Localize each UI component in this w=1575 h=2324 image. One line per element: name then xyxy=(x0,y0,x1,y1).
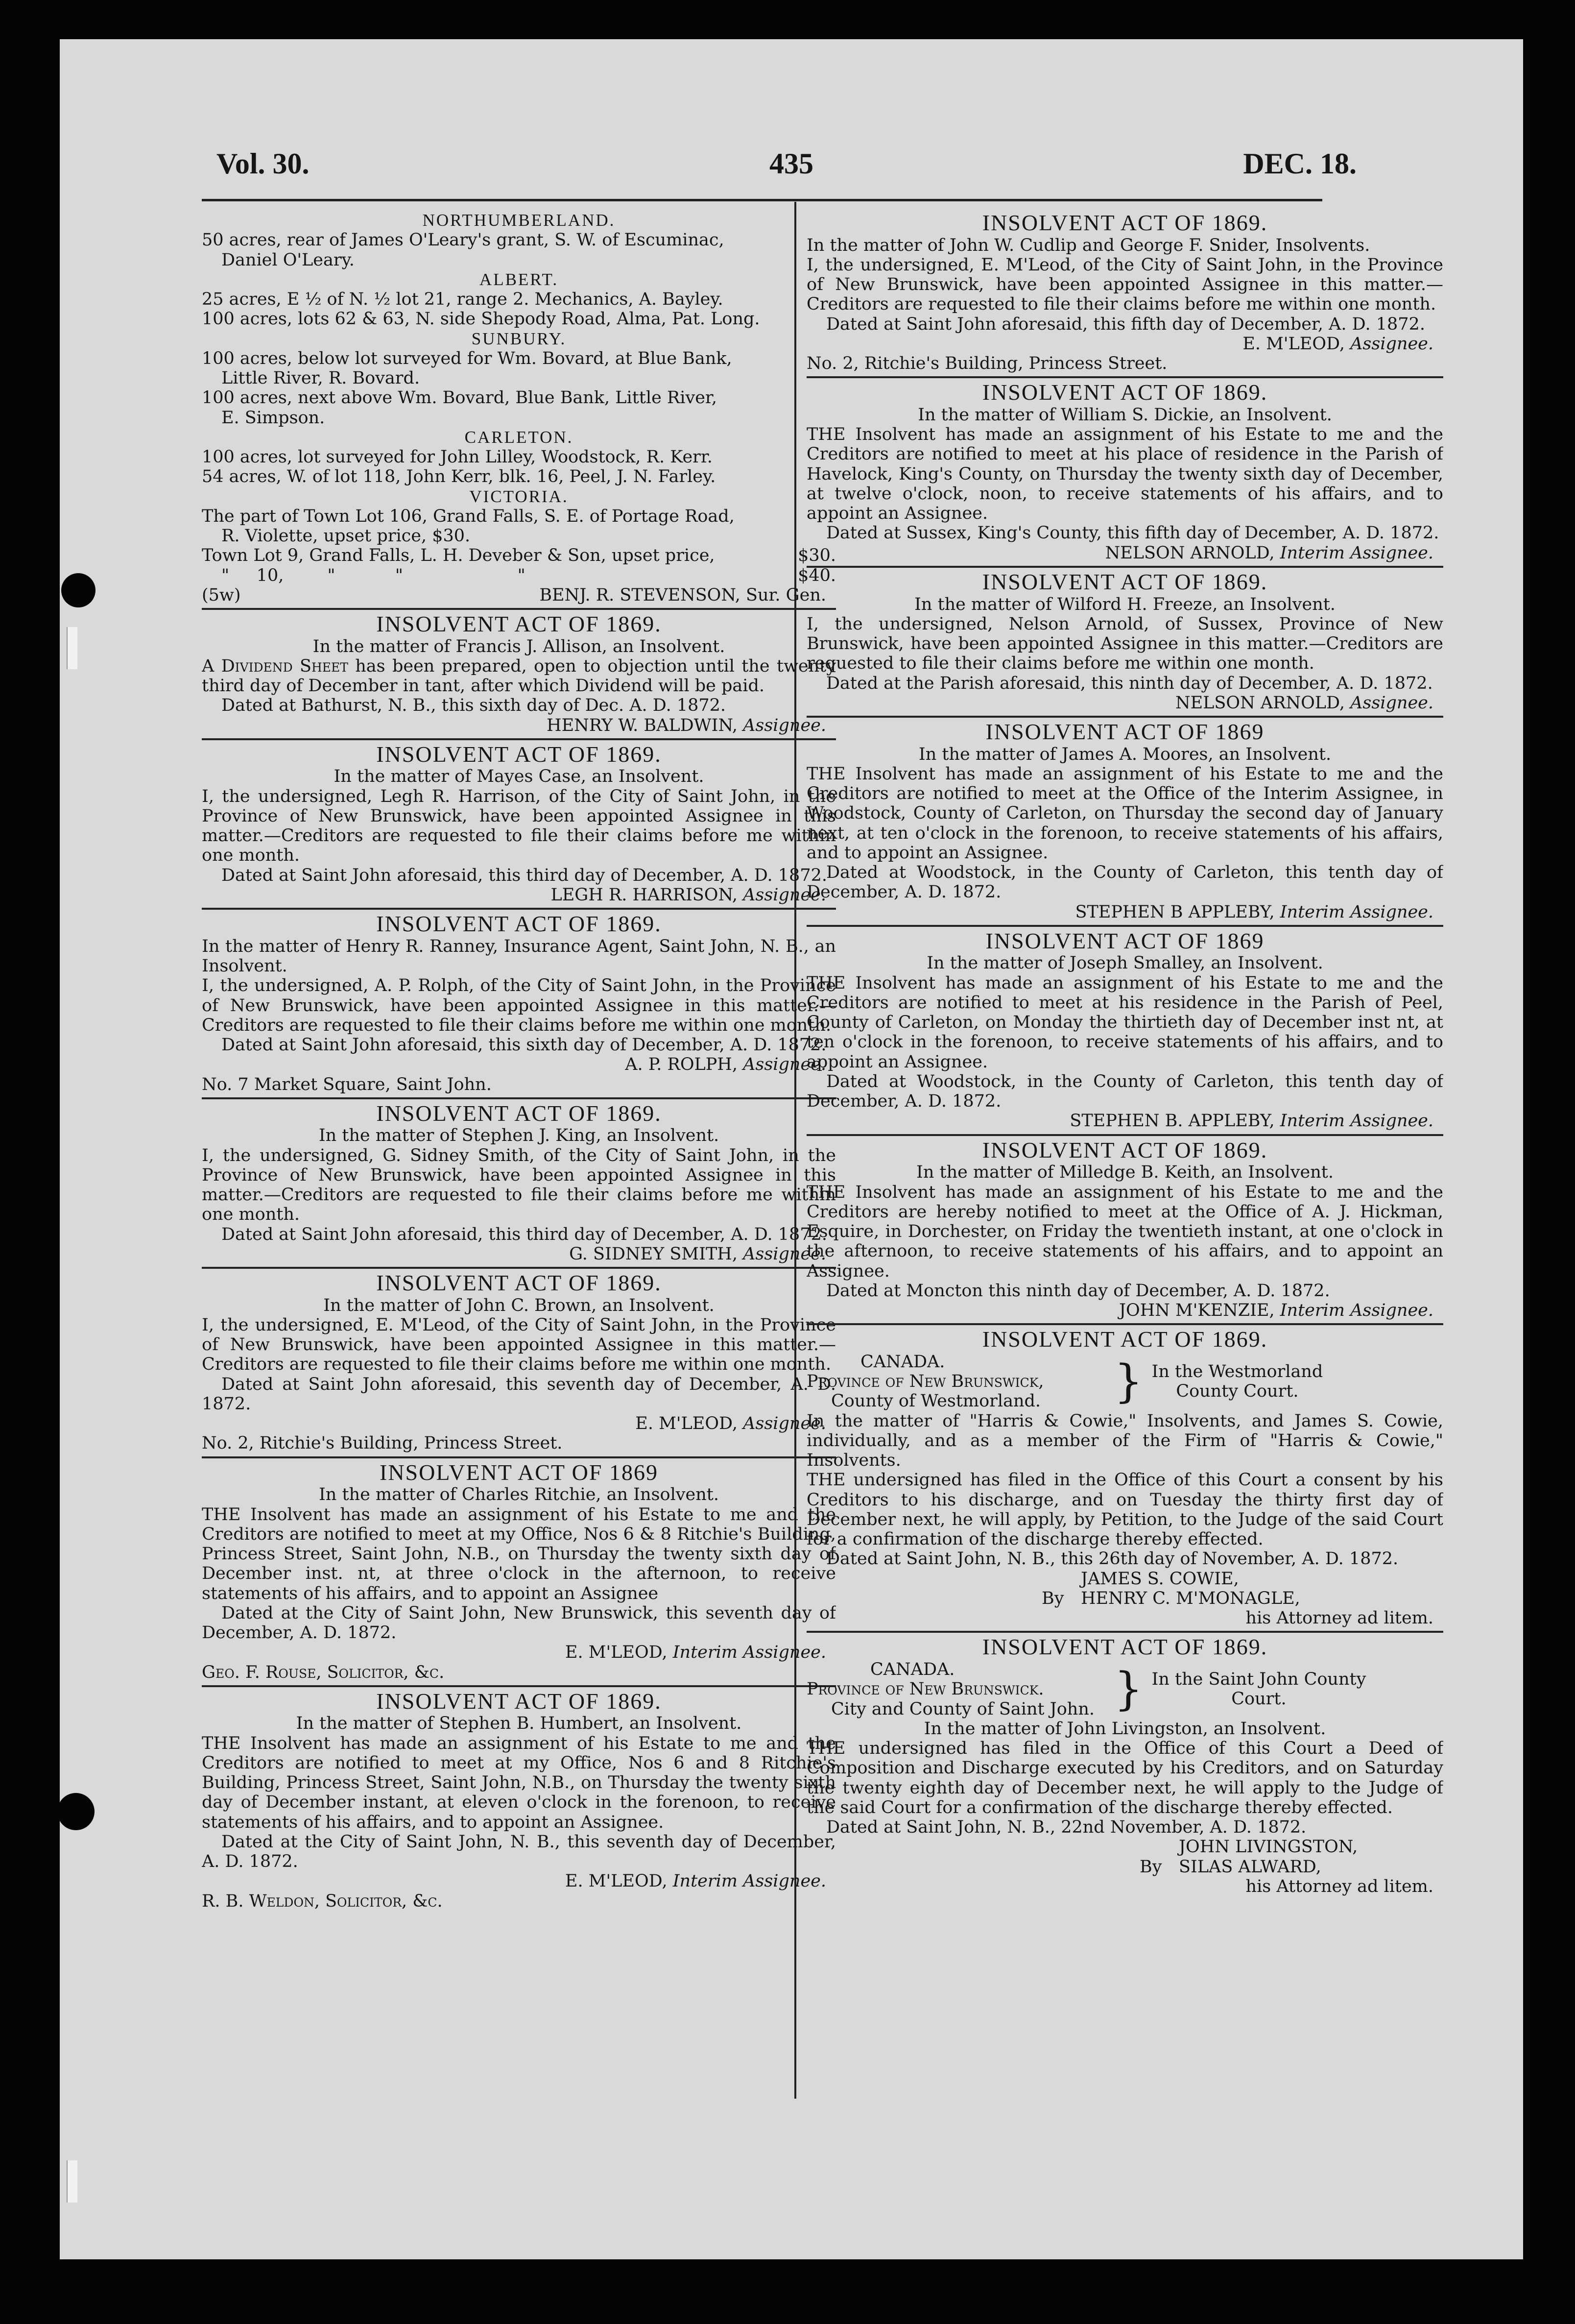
notice-body: I, the undersigned, Legh R. Harrison, of the City of Saint John, in the Province of New Brunswick, have been appointed Assignee in this matter.—Creditors are requested to file their claims before me within one month. xyxy=(202,786,836,866)
court-name xyxy=(1152,1362,1323,1402)
notice-rule xyxy=(202,1456,836,1458)
notice-signature xyxy=(202,1055,836,1074)
notice-dated: Dated at Woodstock, in the County of Carleton, this tenth day of December, A. D. 1872. xyxy=(807,863,1443,902)
signer: STEPHEN B. APPLEBY, xyxy=(1070,1111,1275,1131)
attorney: HENRY C. M'MONAGLE, xyxy=(1081,1588,1300,1608)
notice-address: No. 2, Ritchie's Building, Princess Street. xyxy=(807,354,1168,374)
signer-role: Interim Assignee. xyxy=(1280,1111,1433,1131)
attorney-line: By HENRY C. M'MONAGLE, xyxy=(1042,1588,1300,1608)
notice-rule xyxy=(807,1631,1443,1633)
edge-tab-mark xyxy=(67,2160,77,2203)
land-entry: E. Simpson. xyxy=(221,408,325,428)
signer: HENRY W. BALDWIN, xyxy=(547,715,738,735)
jurisdiction-left xyxy=(807,1352,1105,1411)
notice-signature xyxy=(202,1643,836,1662)
notice-signature xyxy=(202,1871,836,1891)
notice-matter: In the matter of Milledge B. Keith, an Insolvent. xyxy=(916,1162,1334,1183)
notice-matter: In the matter of "Harris & Cowie," Insolvents, and James S. Cowie, individually, and as a member of the Firm of "Harris & Cowie," Insolvents. xyxy=(807,1411,1443,1471)
signature-row xyxy=(202,585,836,605)
land-entry: 100 acres, below lot surveyed for Wm. Bovard, at Blue Bank, xyxy=(202,348,732,368)
country: CANADA. xyxy=(860,1352,945,1372)
notice-title: INSOLVENT ACT OF 1869. xyxy=(982,1634,1268,1660)
insolvency-notice-ritchie xyxy=(202,1460,836,1682)
signer-role: Interim Assignee. xyxy=(1280,1301,1433,1321)
court-line: County Court. xyxy=(1176,1381,1299,1402)
volume-label: Vol. 30. xyxy=(216,147,310,180)
notice-dated: Dated at Saint John aforesaid, this seventh day of December, A. D. 1872. xyxy=(202,1374,836,1414)
insolvency-notice-king xyxy=(202,1101,836,1264)
attorney-line: By SILAS ALWARD, xyxy=(1140,1857,1321,1877)
insolvency-notice-case xyxy=(202,742,836,905)
insolvency-notice-cowie xyxy=(807,1327,1443,1628)
jurisdiction-block xyxy=(807,1660,1443,1719)
notice-address: No. 7 Market Square, Saint John. xyxy=(202,1074,492,1094)
signer: E. M'LEOD, xyxy=(565,1871,668,1891)
land-entry-row xyxy=(202,566,836,585)
insolvency-notice-cudlip xyxy=(807,211,1443,373)
insolvency-notice-dickie xyxy=(807,380,1443,563)
signer: G. SIDNEY SMITH, xyxy=(569,1244,738,1264)
crown-lands-list xyxy=(202,211,836,605)
signer-role: Assignee. xyxy=(1350,693,1433,713)
notice-rule xyxy=(202,908,836,910)
upset-price: $40. xyxy=(798,565,836,585)
court-line: In the Saint John County xyxy=(1151,1670,1366,1690)
notice-signature xyxy=(807,902,1443,922)
notice-dated: Dated at Saint John, N. B., this 26th day of November, A. D. 1872. xyxy=(826,1549,1399,1569)
signer: NELSON ARNOLD, xyxy=(1175,693,1345,713)
notice-rule xyxy=(807,925,1443,927)
notice-title: INSOLVENT ACT OF 1869. xyxy=(376,741,662,767)
notice-title: INSOLVENT ACT OF 1869 xyxy=(985,719,1265,745)
notice-dated: Dated at the Parish aforesaid, this ninth day of December, A. D. 1872. xyxy=(826,673,1433,693)
notice-title: INSOLVENT ACT OF 1869 xyxy=(380,1459,658,1485)
notice-matter: In the matter of Henry R. Ranney, Insurance Agent, Saint John, N. B., an Insolvent. xyxy=(202,936,836,976)
signer: LEGH R. HARRISON, xyxy=(550,885,738,905)
signer-role: Interim Assignee. xyxy=(1280,902,1433,922)
notice-solicitor: R. B. Weldon, Solicitor, &c. xyxy=(202,1891,443,1911)
province: Province of New Brunswick. xyxy=(807,1679,1044,1699)
insolvency-notice-allison xyxy=(202,612,836,735)
notice-title: INSOLVENT ACT OF 1869. xyxy=(982,569,1268,594)
insolvency-notice-moores xyxy=(807,720,1443,922)
notice-dated: Dated at Saint John aforesaid, this third day of December, A. D. 1872. xyxy=(221,865,827,885)
notice-body: THE Insolvent has made an assignment of his Estate to me and the Creditors are notified to meet at my Office, Nos 6 and 8 Ritchie's Building, Princess Street, Saint John, N.B., on Thursday the twenty sixth day of December instant, at eleven o'clock in the forenoon, to receive statements of his affairs, and to appoint an Assignee. xyxy=(202,1733,836,1832)
upset-price: $30. xyxy=(798,546,836,566)
notice-title: INSOLVENT ACT OF 1869. xyxy=(982,1327,1268,1352)
insolvency-notice-freeze xyxy=(807,570,1443,713)
insolvency-notice-humbert xyxy=(202,1689,836,1911)
notice-title: INSOLVENT ACT OF 1869. xyxy=(376,911,662,937)
signer: E. M'LEOD, xyxy=(635,1414,738,1434)
land-entry: The part of Town Lot 106, Grand Falls, S. E. of Portage Road, xyxy=(202,506,735,526)
binding-hole-bottom xyxy=(60,1793,95,1830)
notice-dated: Dated at Woodstock, in the County of Carleton, this tenth day of December, A. D. 1872. xyxy=(807,1071,1443,1112)
notice-title: INSOLVENT ACT OF 1869. xyxy=(376,1688,662,1714)
jurisdiction-left xyxy=(807,1660,1105,1719)
notice-rule xyxy=(202,1267,836,1269)
notice-matter: In the matter of James A. Moores, an Insolvent. xyxy=(918,744,1332,764)
notice-title: INSOLVENT ACT OF 1869. xyxy=(376,1270,662,1296)
gazette-page xyxy=(60,39,1523,2259)
notice-signature xyxy=(807,693,1443,713)
notice-dated: Dated at Saint John aforesaid, this third day of December, A. D. 1872. xyxy=(221,1224,827,1244)
signer-role: Assignee. xyxy=(743,1414,826,1434)
attorney-role: his Attorney ad litem. xyxy=(1245,1608,1433,1628)
signer-role: Assignee. xyxy=(1350,334,1433,354)
insertion-mark: (5w) xyxy=(202,585,241,605)
signer: JOHN LIVINGSTON, xyxy=(1179,1837,1358,1857)
notice-signature xyxy=(202,1414,836,1433)
notice-body: THE undersigned has filed in the Office of this Court a consent by his Creditors to his discharge, and on Tuesday the thirty first day of December next, he will apply, by Petition, to the Judge of the said Court for a confirmation of the discharge thereby effected. xyxy=(807,1470,1443,1549)
signer: NELSON ARNOLD, xyxy=(1105,543,1275,563)
signer-role: Assignee. xyxy=(743,715,826,735)
county-heading: NORTHUMBERLAND. xyxy=(422,211,616,230)
notice-rule xyxy=(807,1323,1443,1325)
notice-title: INSOLVENT ACT OF 1869. xyxy=(982,211,1268,235)
header-rule xyxy=(202,199,1322,201)
notice-address: No. 2, Ritchie's Building, Princess Street. xyxy=(202,1433,563,1453)
signer-role: Assignee. xyxy=(743,885,826,905)
signer-role: Assignee. xyxy=(743,1055,826,1075)
signer: A. P. ROLPH, xyxy=(625,1055,738,1075)
notice-matter: In the matter of Joseph Smalley, an Insolvent. xyxy=(927,953,1323,973)
signer-role: Interim Assignee. xyxy=(672,1643,826,1663)
notice-matter: In the matter of Mayes Case, an Insolvent. xyxy=(334,767,704,787)
page-number: 435 xyxy=(769,147,813,180)
attorney-role: his Attorney ad litem. xyxy=(1245,1876,1433,1896)
notice-matter: In the matter of John Livingston, an Insolvent. xyxy=(924,1719,1326,1739)
notice-rule xyxy=(807,1134,1443,1136)
signer: E. M'LEOD, xyxy=(1242,334,1345,354)
attorney: SILAS ALWARD, xyxy=(1179,1857,1321,1877)
land-entry: 100 acres, lot surveyed for John Lilley, Woodstock, R. Kerr. xyxy=(202,447,713,467)
page-header xyxy=(60,147,1523,201)
notice-solicitor: Geo. F. Rouse, Solicitor, &c. xyxy=(202,1662,445,1682)
land-entry-row xyxy=(202,546,836,565)
left-column xyxy=(202,211,836,1911)
binding-hole-top xyxy=(61,573,95,607)
signer: E. M'LEOD, xyxy=(565,1643,668,1663)
notice-rule xyxy=(202,608,836,610)
notice-signature xyxy=(807,1111,1443,1131)
notice-body: I, the undersigned, A. P. Rolph, of the City of Saint John, in the Province of New Brunswick, have been appointed Assignee in this matter.—Creditors are requested to file their claims before me within one month. xyxy=(202,976,836,1035)
notice-dated: Dated at Sussex, King's County, this fifth day of December, A. D. 1872. xyxy=(826,523,1439,543)
notice-body: THE Insolvent has made an assignment of his Estate to me and the Creditors are notified to meet at my Office, Nos 6 & 8 Ritchie's Building, Princess Street, Saint John, N.B., on Thursday the twenty sixth day of December inst. nt, at three o'clock in the afternoon, to receive statements of his affairs, and to appoint an Assignee xyxy=(202,1504,836,1603)
notice-dated: Dated at Moncton this ninth day of December, A. D. 1872. xyxy=(826,1281,1330,1301)
country: CANADA. xyxy=(870,1660,955,1679)
county-heading: SUNBURY. xyxy=(471,329,567,348)
notice-body: I, the undersigned, Nelson Arnold, of Sussex, Province of New Brunswick, have been appointed Assignee in this matter.—Creditors are requested to file their claims before me within one month. xyxy=(807,614,1443,674)
land-entry: Little River, R. Bovard. xyxy=(221,368,420,388)
land-entry: Town Lot 9, Grand Falls, L. H. Deveber & Son, upset price, xyxy=(202,546,715,566)
county: City and County of Saint John. xyxy=(831,1699,1095,1719)
notice-rule xyxy=(807,716,1443,718)
right-column xyxy=(807,211,1443,1896)
notice-rule xyxy=(202,1685,836,1687)
notice-matter: In the matter of John W. Cudlip and George F. Snider, Insolvents. xyxy=(807,235,1370,255)
notice-title: INSOLVENT ACT OF 1869. xyxy=(982,380,1268,405)
notice-rule xyxy=(202,738,836,740)
insolvency-notice-livingston xyxy=(807,1635,1443,1896)
county-heading: CARLETON. xyxy=(464,427,573,447)
notice-title: INSOLVENT ACT OF 1869. xyxy=(982,1137,1268,1162)
signer-role: Assignee. xyxy=(743,1244,826,1264)
notice-title: INSOLVENT ACT OF 1869. xyxy=(376,1100,662,1126)
notice-dated: Dated at Bathurst, N. B., this sixth day of Dec. A. D. 1872. xyxy=(221,696,726,716)
notice-dated: Dated at Saint John aforesaid, this sixth day of December, A. D. 1872. xyxy=(221,1035,827,1055)
insolvency-notice-brown xyxy=(202,1271,836,1453)
court-name xyxy=(1152,1670,1366,1709)
notice-body: I, the undersigned, E. M'Leod, of the City of Saint John, in the Province of New Brunswick, have been appointed Assignee in this matter.—Creditors are requested to file their claims before me within one month. xyxy=(202,1315,836,1375)
land-entry: Daniel O'Leary. xyxy=(221,250,355,270)
notice-rule xyxy=(202,1097,836,1099)
county-heading: VICTORIA. xyxy=(469,486,569,506)
notice-body xyxy=(202,656,836,696)
notice-matter: In the matter of Charles Ritchie, an Insolvent. xyxy=(318,1485,719,1505)
notice-title: INSOLVENT ACT OF 1869 xyxy=(985,928,1265,953)
notice-body-lead: A Dividend Sheet xyxy=(202,656,348,676)
notice-signature xyxy=(202,1244,836,1264)
notice-dated: Dated at the City of Saint John, New Brunswick, this seventh day of December, A. D. 1872. xyxy=(202,1603,836,1643)
brace-symbol: } xyxy=(1114,1663,1143,1716)
county-heading: ALBERT. xyxy=(479,269,559,289)
notice-matter: In the matter of Francis J. Allison, an Insolvent. xyxy=(312,636,725,656)
signature: BENJ. R. STEVENSON, Sur. Gen. xyxy=(539,585,826,605)
notice-body: THE Insolvent has made an assignment of his Estate to me and the Creditors are notified to meet at his residence in the Parish of Peel, County of Carleton, on Monday the thirtieth day of December inst nt, at ten o'clock in the forenoon, to receive statements of his affairs, and to appoint an Assignee. xyxy=(807,973,1443,1072)
land-entry: 100 acres, next above Wm. Bovard, Blue Bank, Little River, xyxy=(202,388,717,408)
notice-matter: In the matter of Stephen B. Humbert, an Insolvent. xyxy=(296,1714,742,1734)
land-entry: 50 acres, rear of James O'Leary's grant, S. W. of Escuminac, xyxy=(202,230,724,250)
jurisdiction-block xyxy=(807,1352,1443,1411)
notice-body: THE Insolvent has made an assignment of his Estate to me and the Creditors are notified to meet at his place of residence in the Parish of Havelock, King's County, on Thursday the twenty sixth day of December, at twelve o'clock, noon, to receive statements of his affairs, and to appoint an Assignee. xyxy=(807,425,1443,524)
notice-body: THE Insolvent has made an assignment of his Estate to me and the Creditors are notified to meet at the Office of the Interim Assignee, in Woodstock, County of Carleton, on Thursday the second day of January next, at ten o'clock in the forenoon, to receive statements of his affairs, and to appoint an Assignee. xyxy=(807,764,1443,863)
land-entry: " 10, " " " xyxy=(221,565,525,585)
notice-dated: Dated at the City of Saint John, N. B., this seventh day of December, A. D. 1872. xyxy=(202,1832,836,1872)
insolvency-notice-keith xyxy=(807,1138,1443,1321)
notice-signature xyxy=(202,716,836,735)
insolvency-notice-smalley xyxy=(807,929,1443,1131)
land-entry: 100 acres, lots 62 & 63, N. side Shepody Road, Alma, Pat. Long. xyxy=(202,309,760,329)
notice-matter: In the matter of Wilford H. Freeze, an Insolvent. xyxy=(914,594,1336,614)
notice-rule xyxy=(807,566,1443,568)
signer-role: Interim Assignee. xyxy=(1280,543,1433,563)
notice-matter: In the matter of John C. Brown, an Insolvent. xyxy=(323,1295,715,1315)
brace-symbol: } xyxy=(1114,1355,1143,1408)
notice-dated: Dated at Saint John, N. B., 22nd November, A. D. 1872. xyxy=(826,1817,1307,1837)
issue-date: DEC. 18. xyxy=(1243,147,1357,180)
court-line: Court. xyxy=(1231,1689,1287,1709)
edge-tab-mark xyxy=(67,627,77,669)
land-entry: R. Violette, upset price, $30. xyxy=(221,526,471,546)
notice-dated: Dated at Saint John aforesaid, this fifth day of December, A. D. 1872. xyxy=(826,314,1425,334)
notice-rule xyxy=(807,376,1443,378)
notice-body: THE Insolvent has made an assignment of his Estate to me and the Creditors are hereby notified to meet at the Office of A. J. Hickman, Esquire, in Dorchester, on Friday the twentieth instant, at one o'clock in the afternoon, to receive statements of his affairs, and to appoint an Assignee. xyxy=(807,1182,1443,1281)
notice-signature xyxy=(202,885,836,905)
notice-matter: In the matter of William S. Dickie, an Insolvent. xyxy=(918,405,1332,425)
notice-body: THE undersigned has filed in the Office of this Court a Deed of Composition and Discharge executed by his Creditors, and on Saturday the twenty eighth day of December next, he will apply to the Judge of the said Court for a confirmation of the discharge thereby effected. xyxy=(807,1739,1443,1817)
notice-title: INSOLVENT ACT OF 1869. xyxy=(376,611,662,636)
province: Province of New Brunswick, xyxy=(807,1372,1044,1392)
court-line: In the Westmorland xyxy=(1151,1362,1323,1382)
insolvency-notice-ranney xyxy=(202,912,836,1094)
land-entry: 25 acres, E ½ of N. ½ lot 21, range 2. Mechanics, A. Bayley. xyxy=(202,290,723,309)
county: County of Westmorland. xyxy=(831,1391,1041,1411)
signer: JAMES S. COWIE, xyxy=(1081,1569,1239,1589)
signer-role: Interim Assignee. xyxy=(672,1871,826,1891)
notice-signature xyxy=(807,1301,1443,1320)
land-entry: 54 acres, W. of lot 118, John Kerr, blk. 16, Peel, J. N. Farley. xyxy=(202,467,716,487)
notice-body: I, the undersigned, E. M'Leod, of the City of Saint John, in the Province of New Brunswick, have been appointed Assignee in this matter.—Creditors are requested to file their claims before me within one month. xyxy=(807,255,1443,315)
notice-signature xyxy=(807,543,1443,563)
notice-body-text: has been prepared, open to objection until the twenty third day of December in tant, after which Dividend will be paid. xyxy=(202,656,836,696)
signer: STEPHEN B APPLEBY, xyxy=(1075,902,1275,922)
signer: JOHN M'KENZIE, xyxy=(1119,1301,1275,1321)
notice-matter: In the matter of Stephen J. King, an Insolvent. xyxy=(318,1126,719,1146)
notice-signature xyxy=(807,334,1443,354)
notice-body: I, the undersigned, G. Sidney Smith, of the City of Saint John, in the Province of New Brunswick, have been appointed Assignee in this matter.—Creditors are requested to file their claims before me within one month. xyxy=(202,1145,836,1225)
